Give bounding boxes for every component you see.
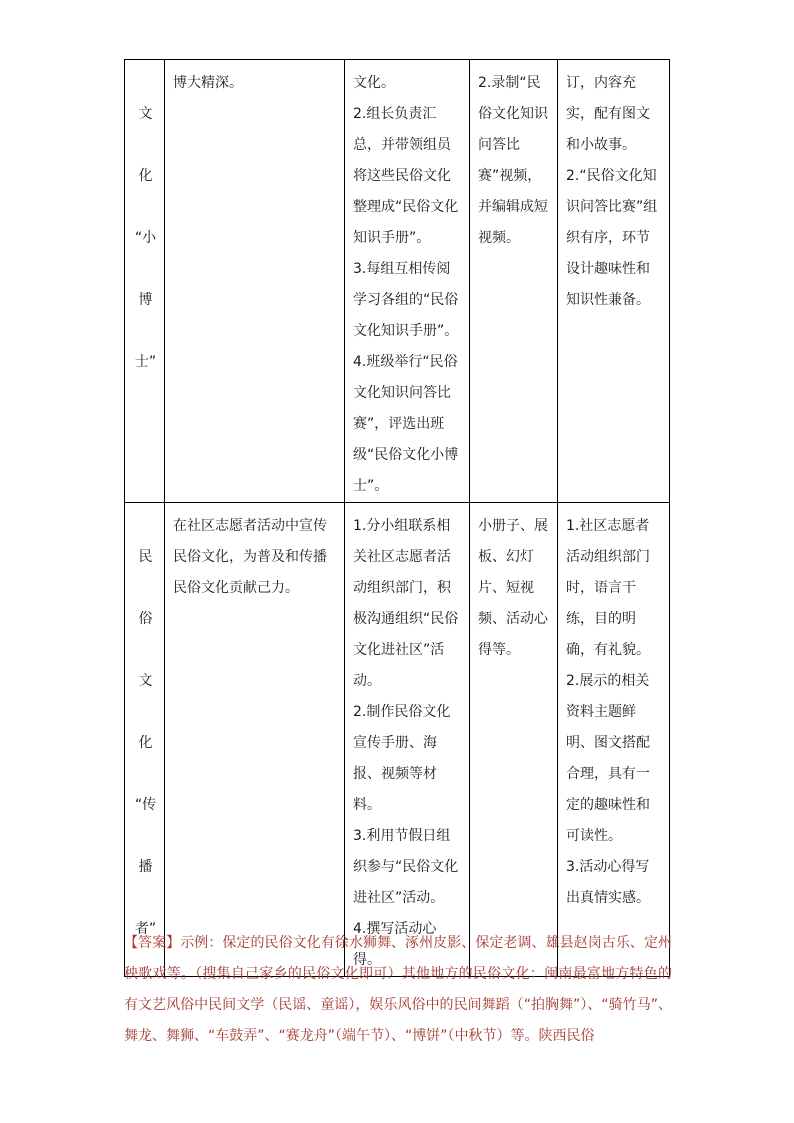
activity-criteria-cell: 订，内容充实，配有图文和小故事。 2.“民俗文化知识问答比赛”组织有序，环节设计趣味性和知识性兼备。 <box>558 60 670 503</box>
activity-goal-cell: 博大精深。 <box>165 60 345 503</box>
activity-name-char: “小 <box>134 230 157 246</box>
activity-table <box>124 59 670 977</box>
activity-name-char: 民 <box>138 549 153 565</box>
activity-steps-cell: 文化。 2.组长负责汇总，并带领组员将这些民俗文化整理成“民俗文化知识手册”。 3.每组互相传阅学习各组的“民俗文化知识手册”。 4.班级举行“民俗文化知识问答比赛”，评选出班级“民俗文化小博士”。 <box>345 60 470 503</box>
table-row <box>125 60 670 503</box>
table-row <box>125 503 670 977</box>
activity-name-char: 化 <box>138 168 153 184</box>
answer-text: 示例：保定的民俗文化有徐水狮舞、涿州皮影、保定老调、雄县赵岗古乐、定州秧歌戏等。（搜集自己家乡的民俗文化即可）其他地方的民俗文化：闽南最富地方特色的有文艺风俗中民间文学（民谣、童谣），娱乐风俗中的民间舞蹈（“拍胸舞”）、“骑竹马”、舞龙、舞狮、“车鼓弄”、“赛龙舟”（端午节）、“博饼”（中秋节）等。陕西民俗 <box>124 935 673 1044</box>
activity-name-cell <box>125 503 165 977</box>
activity-name-char: 博 <box>138 292 153 308</box>
answer-paragraph <box>124 928 672 1052</box>
activity-name-char: “传 <box>134 797 157 813</box>
activity-name-char: 士” <box>134 354 157 370</box>
activity-name-char: 文 <box>138 106 153 122</box>
activity-criteria-cell: 1.社区志愿者活动组织部门时，语言干练，目的明确，有礼貌。 2.展示的相关资料主题鲜明、图文搭配合理，具有一定的趣味性和可读性。 3.活动心得写出真情实感。 <box>558 503 670 977</box>
activity-name-char: 文 <box>138 673 153 689</box>
activity-name-char: 化 <box>138 735 153 751</box>
activity-name-char: 俗 <box>138 611 153 627</box>
activity-name-cell <box>125 60 165 503</box>
activity-results-cell: 小册子、展板、幻灯片、短视频、活动心得等。 <box>470 503 558 977</box>
activity-goal-cell: 在社区志愿者活动中宣传民俗文化，为普及和传播民俗文化贡献己力。 <box>165 503 345 977</box>
activity-name-char: 者” <box>134 921 157 937</box>
activity-steps-cell: 1.分小组联系相关社区志愿者活动组织部门，积极沟通组织“民俗文化进社区”活动。 2.制作民俗文化宣传手册、海报、视频等材料。 3.利用节假日组织参与“民俗文化进社区”活动。 4.撰写活动心得。 <box>345 503 470 977</box>
answer-label: 【答案】 <box>124 935 181 951</box>
activity-name-char: 播 <box>138 859 153 875</box>
activity-results-cell: 2.录制“民俗文化知识问答比赛”视频，并编辑成短视频。 <box>470 60 558 503</box>
